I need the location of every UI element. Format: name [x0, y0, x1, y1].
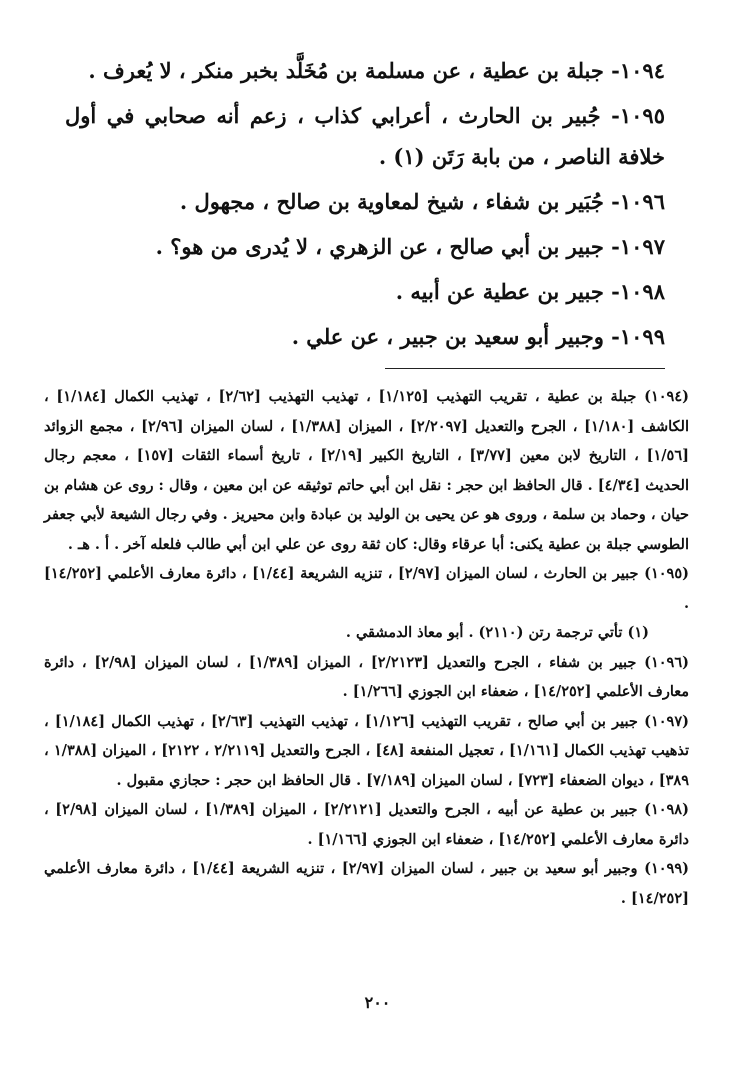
note-1098: [44, 795, 689, 854]
note-text: وجبير أبو سعيد بن جبير ، لسان الميزان [٢/٩٧] ، تنزيه الشريعة [١/٤٤] ، دائرة معارف الأعلمي [١٤/٢٥٢] .: [44, 860, 689, 907]
note-1096: [44, 648, 689, 707]
note-text: جبير بن أبي صالح ، تقريب التهذيب [١/١٢٦] ، تهذيب التهذيب [٢/٦٣] ، تهذيب الكمال [١/١٨٤] ، تذهيب تهذيب الكمال [١/١٦١] ، تعجيل المنفعة [٤٨] ، الجرح والتعديل [٢/٢١١٩ ، ٢١٢٢] ، الميزان [١/٣٨٨ ، ٣٨٩] ، ديوان الضعفاء [٧٢٣] ، لسان الميزان [٧/١٨٩] . قال الحافظ ابن حجر : حجازي مقبول .: [44, 712, 689, 789]
entry-1097: [65, 226, 665, 267]
note-text: جبلة بن عطية ، تقريب التهذيب [١/١٢٥] ، تهذيب التهذيب [٢/٦٢] ، تهذيب الكمال [١/١٨٤] ، الكاشف [١/١٨٠] ، الجرح والتعديل [٢/٢٠٩٧] ، الميزان [١/٣٨٨] ، لسان الميزان [٢/٩٦] ، مجمع الزوائد [١/٥٦] ، التاريخ لابن معين [٣/٧٧] ، التاريخ الكبير [٢/١٩] ، تاريخ أسماء الثقات [١٥٧] ، معجم رجال الحديث [٤/٣٤] . قال الحافظ ابن حجر : نقل ابن أبي حاتم توثيقه عن ابن معين ، وقال : روى عن هشام بن حيان ، وحماد بن سلمة ، وروى هو عن يحيى بن الوليد بن عبادة وابن محيريز . وفي رجال الشيعة لأبي جعفر الطوسي جبلة بن عطية يكنى: أبا عرقاء وقال: كان ثقة روى عن علي ابن أبي طالب فلعله آخر . أ . هـ .: [44, 388, 689, 553]
main-text: [65, 50, 665, 361]
footnote-number: (١): [627, 624, 649, 641]
entry-number: ١٠٩٩-: [611, 324, 665, 349]
entry-1098: [65, 271, 665, 312]
note-number: (١٠٩٤): [644, 388, 689, 405]
entry-number: ١٠٩٥-: [611, 103, 665, 128]
entry-number: ١٠٩٤-: [611, 58, 665, 83]
entry-number: ١٠٩٧-: [611, 234, 665, 259]
footnote-text: تأتي ترجمة رتن (٢١١٠) . أبو معاذ الدمشقي .: [345, 624, 623, 641]
entry-1095: [65, 95, 665, 177]
note-text: جبير بن شفاء ، الجرح والتعديل [٢/٢١٢٣] ، الميزان [١/٣٨٩] ، لسان الميزان [٢/٩٨] ، دائرة معارف الأعلمي [١٤/٢٥٢] ، ضعفاء ابن الجوزي [١/٢٦٦] .: [44, 653, 689, 700]
entry-number: ١٠٩٨-: [611, 279, 665, 304]
note-number: (١٠٩٨): [644, 801, 689, 818]
entry-text: جبلة بن عطية ، عن مسلمة بن مُخَلَّد بخبر منكر ، لا يُعرف .: [88, 58, 604, 83]
entry-text: وجبير أبو سعيد بن جبير ، عن علي .: [291, 324, 604, 349]
section-divider: [385, 368, 665, 369]
entry-text: جُبَير بن شفاء ، شيخ لمعاوية بن صالح ، مجهول .: [179, 189, 604, 214]
note-number: (١٠٩٧): [644, 712, 689, 730]
note-number: (١٠٩٥): [644, 565, 689, 582]
entry-number: ١٠٩٦-: [611, 189, 665, 214]
page-number: ٢٠٠: [364, 993, 391, 1012]
entry-text: جبير بن عطية عن أبيه .: [395, 279, 604, 304]
note-number: (١٠٩٩): [644, 860, 689, 877]
note-1094: [44, 382, 689, 559]
entry-text: جُبير بن الحارث ، أعرابي كذاب ، زعم أنه صحابي في أول خلافة الناصر ، من بابة رَتَن (١) .: [65, 103, 665, 169]
note-1095: [44, 559, 689, 618]
entry-1099: [65, 316, 665, 357]
notes-section: [44, 382, 689, 913]
note-text: جبير بن عطية عن أبيه ، الجرح والتعديل [٢/٢١٢١] ، الميزان [١/٣٨٩] ، لسان الميزان [٢/٩٨] ، دائرة معارف الأعلمي [١٤/٢٥٢] ، ضعفاء ابن الجوزي [١/١٦٦] .: [44, 801, 689, 848]
note-text: جبير بن الحارث ، لسان الميزان [٢/٩٧] ، تنزيه الشريعة [١/٤٤] ، دائرة معارف الأعلمي [١٤/٢٥٢] .: [44, 565, 689, 612]
note-1097: [44, 707, 689, 796]
note-number: (١٠٩٦): [644, 653, 689, 671]
footnote: [44, 618, 689, 648]
note-1099: [44, 854, 689, 913]
entry-1096: [65, 181, 665, 222]
entry-1094: [65, 50, 665, 91]
entry-text: جبير بن أبي صالح ، عن الزهري ، لا يُدرى من هو؟ .: [155, 234, 604, 259]
